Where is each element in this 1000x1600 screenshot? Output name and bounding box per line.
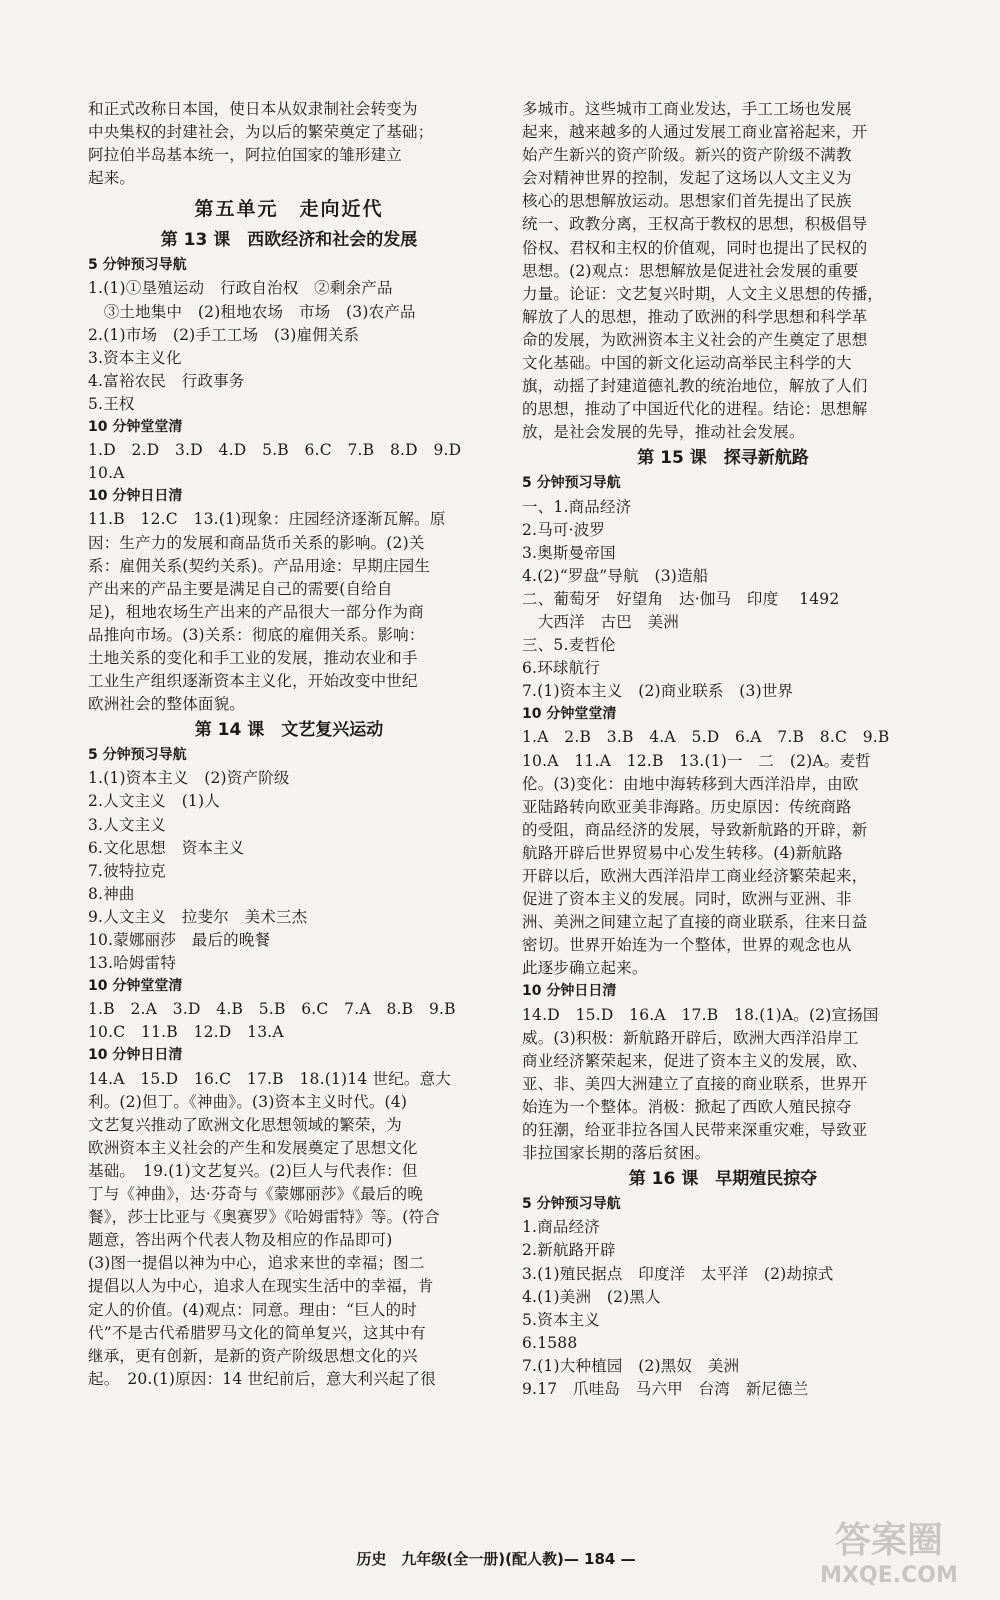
answer-line: 1.A 2.B 3.B 4.A 5.D 6.A 7.B 8.C 9.B — [522, 728, 890, 747]
section-heading: 5 分钟预习导航 — [88, 257, 187, 274]
answer-line: 5.资本主义 — [522, 1310, 600, 1329]
answer-line: 航路开辟后世界贸易中心发生转移。(4)新航路 — [522, 843, 843, 862]
answer-line: 因：生产力的发展和商品货币关系的影响。(2)关 — [88, 533, 425, 552]
answer-line: 解放了人的思想，推动了欧洲的科学思想和科学革 — [522, 307, 868, 326]
answer-line: 4.富裕农民 行政事务 — [88, 371, 245, 390]
answer-line: 欧洲资本主义社会的产生和发展奠定了思想文化 — [88, 1138, 418, 1157]
watermark-logo — [814, 1512, 964, 1590]
answer-line: 代”不是古代希腊罗马文化的简单复兴，这其中有 — [88, 1323, 426, 1342]
answer-line: 1.D 2.D 3.D 4.D 5.B 6.C 7.B 8.D 9.D — [88, 441, 462, 460]
answer-line: 威。(3)积极：新航路开辟后，欧洲大西洋沿岸工 — [522, 1028, 859, 1047]
answer-line: 土地关系的变化和手工业的发展，推动农业和手 — [88, 648, 418, 667]
answer-line: 3.奥斯曼帝国 — [522, 543, 616, 562]
answer-line: 10.A — [88, 464, 125, 483]
answer-line: 思想。(2)观点：思想解放是促进社会发展的重要 — [522, 261, 859, 280]
answer-line: 2.人文主义 (1)人 — [88, 792, 220, 811]
watermark-url: MXQE.COM — [820, 1563, 958, 1588]
lesson-title: 第 14 课 文艺复兴运动 — [194, 720, 384, 741]
answer-line: 品推向市场。(3)关系：彻底的雇佣关系。影响： — [88, 625, 425, 644]
right-column — [522, 98, 924, 1401]
answer-line: 洲、美洲之间建立起了直接的商业联系，往来日益 — [522, 913, 868, 932]
answer-line: 此逐步确立起来。 — [522, 959, 648, 978]
section-heading: 10 分钟堂堂清 — [88, 419, 183, 436]
answer-line: 足)，租地农场生产出来的产品很大一部分作为商 — [88, 602, 424, 621]
answer-line: 文艺复兴推动了欧洲文化思想领域的繁荣，为 — [88, 1115, 403, 1134]
answer-line: 文化基础。中国的新文化运动高举民主科学的大 — [522, 354, 852, 373]
answer-line: 起。 20.(1)原因：14 世纪前后，意大利兴起了很 — [88, 1369, 436, 1388]
answer-line: 的思想，推动了中国近代化的进程。结论：思想解 — [522, 400, 868, 419]
answer-line: 亚、非、美四大洲建立了直接的商业联系，世界开 — [522, 1074, 868, 1093]
answer-line: 11.B 12.C 13.(1)现象：庄园经济逐渐瓦解。原 — [88, 510, 446, 529]
section-heading: 10 分钟日日清 — [88, 1047, 183, 1064]
answer-line: 密切。世界开始连为一个整体，世界的观念也从 — [522, 936, 852, 955]
answer-line: 丁与《神曲》，达·芬奇与《蒙娜丽莎》《最后的晚 — [88, 1185, 424, 1204]
answer-line: (3)图一提倡以神为中心，追求来世的幸福；图二 — [88, 1254, 425, 1273]
answer-line: 三、5.麦哲伦 — [522, 636, 616, 655]
answer-line: 3.(1)殖民据点 印度洋 太平洋 (2)劫掠式 — [522, 1264, 834, 1283]
section-heading: 10 分钟堂堂清 — [522, 706, 617, 723]
answer-line: 旗，动摇了封建道德礼教的统治地位，解放了人们 — [522, 377, 868, 396]
answer-line: 欧洲社会的整体面貌。 — [88, 695, 246, 714]
answer-line: 中央集权的封建社会，为以后的繁荣奠定了基础； — [88, 123, 434, 142]
answer-line: 会对精神世界的控制，发起了这场以人文主义为 — [522, 169, 852, 188]
answer-line: 的受阻，商品经济的发展，导致新航路的开辟，新 — [522, 820, 868, 839]
answer-line: 7.(1)大种植园 (2)黑奴 美洲 — [522, 1356, 740, 1375]
lesson-title: 第 13 课 西欧经济和社会的发展 — [160, 230, 418, 251]
answer-line: 商业经济繁荣起来，促进了资本主义的发展，欧、 — [522, 1051, 868, 1070]
answer-line: 10.A 11.A 12.B 13.(1)一 二 (2)A。麦哲 — [522, 751, 871, 770]
answer-line: 3.人文主义 — [88, 815, 166, 834]
answer-line: 命的发展，为欧洲资本主义社会的产生奠定了思想 — [522, 330, 868, 349]
answer-line: 9.17 爪哇岛 马六甲 台湾 新尼德兰 — [522, 1379, 809, 1398]
answer-line: 4.(2)“罗盘”导航 (3)造船 — [522, 566, 709, 585]
answer-line: 基础。 19.(1)文艺复兴。(2)巨人与代表作：但 — [88, 1161, 418, 1180]
lesson-title: 第 16 课 早期殖民掠夺 — [628, 1169, 818, 1190]
unit-title: 第五单元 走向近代 — [194, 198, 384, 221]
answer-line: 利。(2)但丁。《神曲》。(3)资本主义时代。(4) — [88, 1092, 408, 1111]
answer-line: 1.B 2.A 3.D 4.B 5.B 6.C 7.A 8.B 9.B — [88, 1000, 456, 1019]
answer-line: 6.环球航行 — [522, 659, 600, 678]
answer-line: 定人的价值。(4)观点：同意。理由：“巨人的时 — [88, 1300, 417, 1319]
answer-line: 9.人文主义 拉斐尔 美术三杰 — [88, 907, 308, 926]
section-heading: 10 分钟日日清 — [88, 488, 183, 505]
answer-line: 多城市。这些城市工商业发达，手工工场也发展 — [522, 100, 852, 118]
answer-line: ③土地集中 (2)租地农场 市场 (3)农产品 — [88, 302, 416, 321]
answer-line: 餐》，莎士比亚与《奥赛罗》《哈姆雷特》等。(符合 — [88, 1208, 440, 1227]
answer-line: 大西洋 古巴 美洲 — [522, 612, 680, 631]
answer-line: 题意，答出两个代表人物及相应的作品即可) — [88, 1231, 393, 1250]
lesson-title: 第 15 课 探寻新航路 — [637, 448, 809, 469]
section-heading: 10 分钟堂堂清 — [88, 978, 183, 995]
answer-line: 系：雇佣关系(契约关系)。产品用途：早期庄园生 — [88, 556, 431, 575]
answer-line: 产出来的产品主要是满足自己的需要(自给自 — [88, 579, 393, 598]
answer-line: 一、1.商品经济 — [522, 497, 632, 516]
answer-line: 提倡以人为中心，追求人在现实生活中的幸福，肯 — [88, 1277, 434, 1296]
answer-line: 二、葡萄牙 好望角 达·伽马 印度 1492 — [522, 589, 840, 608]
answer-line: 14.D 15.D 16.A 17.B 18.(1)A。(2)宣扬国 — [522, 1005, 879, 1024]
answer-line: 起来。 — [88, 169, 136, 188]
answer-line: 2.马可·波罗 — [522, 520, 606, 539]
answer-line: 核心的思想解放运动。思想家们首先提出了民族 — [522, 192, 852, 211]
page-footer: 历史 九年级(全一册)(配人教)— 184 — — [356, 1550, 636, 1568]
answer-line: 8.神曲 — [88, 884, 135, 903]
section-heading: 10 分钟日日清 — [522, 983, 617, 1000]
answer-line: 1.(1)①垦殖运动 行政自治权 ②剩余产品 — [88, 279, 393, 298]
answer-line: 10.蒙娜丽莎 最后的晚餐 — [88, 931, 271, 949]
answer-line: 6.文化思想 资本主义 — [88, 838, 245, 857]
answer-line: 1.(1)资本主义 (2)资产阶级 — [88, 769, 290, 788]
answer-line: 和正式改称日本国，使日本从奴隶制社会转变为 — [88, 100, 418, 118]
answer-line: 起来，越来越多的人通过发展工商业富裕起来，开 — [522, 123, 868, 142]
answer-line: 7.彼特拉克 — [88, 861, 166, 880]
answer-line: 亚陆路转向欧亚美非海路。历史原因：传统商路 — [522, 797, 852, 816]
answer-line: 俗权、君权和主权的价值观，同时也提出了民权的 — [522, 238, 868, 257]
answer-line: 继承，更有创新，是新的资产阶级思想文化的兴 — [88, 1346, 418, 1365]
section-heading: 5 分钟预习导航 — [522, 1196, 621, 1213]
section-heading: 5 分钟预习导航 — [88, 747, 187, 764]
answer-line: 放，是社会发展的先导，推动社会发展。 — [522, 423, 805, 442]
answer-line: 始连为一个整体。消极：掀起了西欧人殖民掠夺 — [522, 1097, 852, 1116]
answer-line: 13.哈姆雷特 — [88, 954, 177, 973]
answer-line: 4.(1)美洲 (2)黑人 — [522, 1287, 661, 1306]
answer-line: 阿拉伯半岛基本统一，阿拉伯国家的雏形建立 — [88, 146, 403, 165]
section-heading: 5 分钟预习导航 — [522, 475, 621, 492]
answer-line: 10.C 11.B 12.D 13.A — [88, 1023, 284, 1042]
answer-line: 7.(1)资本主义 (2)商业联系 (3)世界 — [522, 682, 794, 701]
answer-line: 1.商品经济 — [522, 1218, 600, 1237]
answer-line: 2.(1)市场 (2)手工工场 (3)雇佣关系 — [88, 325, 360, 344]
answer-line: 的狂潮，给亚非拉各国人民带来深重灾难，导致亚 — [522, 1121, 868, 1140]
answer-line: 2.新航路开辟 — [522, 1241, 616, 1260]
answer-line: 14.A 15.D 16.C 17.B 18.(1)14 世纪。意大 — [88, 1069, 452, 1088]
answer-line: 开辟以后，欧洲大西洋沿岸工商业经济繁荣起来， — [522, 867, 868, 885]
answer-line: 非拉国家长期的落后贫困。 — [522, 1144, 711, 1163]
answer-line: 促进了资本主义的发展。同时，欧洲与亚洲、非 — [522, 890, 852, 909]
left-column — [88, 98, 490, 1391]
answer-line: 3.资本主义化 — [88, 348, 182, 367]
answer-line: 力量。论证：文艺复兴时期，人文主义思想的传播， — [522, 284, 884, 303]
answer-line: 6.1588 — [522, 1333, 578, 1352]
answer-line: 伦。(3)变化：由地中海转移到大西洋沿岸，由欧 — [522, 774, 859, 793]
answer-line: 始产生新兴的资产阶级。新兴的资产阶级不满教 — [522, 146, 852, 165]
answer-line: 工业生产组织逐渐资本主义化，开始改变中世纪 — [88, 672, 418, 691]
answer-line: 统一、政教分离，王权高于教权的思想，积极倡导 — [522, 215, 868, 234]
answer-line: 5.王权 — [88, 394, 135, 413]
watermark-title: 答案圈 — [834, 1520, 944, 1561]
